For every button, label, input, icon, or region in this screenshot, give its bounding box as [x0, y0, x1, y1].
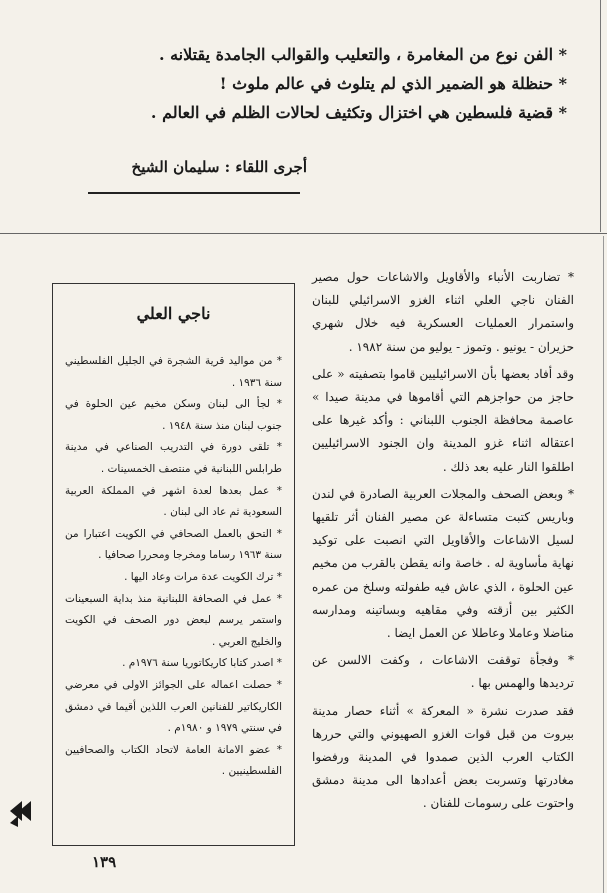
bio-item: * لجأ الى لبنان وسكن مخيم عين الحلوة في جنوب لبنان منذ سنة ١٩٤٨ .: [65, 398, 282, 432]
bio-item: * حصلت اعماله على الجوائز الاولى في معرضي الكاريكاتير للفنانين العرب اللذين أقيما في دمشق في سنتي ١٩٧٩ و ١٩٨٠م .: [65, 678, 282, 735]
article-paragraph-3: * وبعض الصحف والمجلات العربية الصادرة في لندن وباريس كتبت متساءلة عن مصير الفنان أثر تلقيها لسيل الاشاعات والأقاويل التي انصبت على توكيد نهاية مأساوية له . خاصة وانه يقطن بالقرب من مخيم عين الحلوة ، الذي عاش فيه طفولته وسلخ من عمره الكثير بين أزقته وفي مقاهيه وبساتينه ومدارسه مناضلا وعاملا وعاطلا عن العمل ايضا .: [312, 486, 574, 641]
bio-item: * التحق بالعمل الصحافي في الكويت اعتبارا من سنة ١٩٦٣ رساما ومخرجا ومحررا صحافيا .: [65, 527, 282, 562]
header-highlights: [60, 40, 567, 127]
highlight-line-1: * الفن نوع من المغامرة ، والتعليب والقوالب الجامدة يقتلانه .: [158, 45, 567, 64]
bio-item: * من مواليد قرية الشجرة في الجليل الفلسطيني سنة ١٩٣٦ .: [65, 355, 282, 389]
article-paragraph-4: * وفجأة توقفت الاشاعات ، وكفت الالسن عن ترديدها والهمس بها .: [312, 653, 574, 691]
section-divider: [0, 233, 607, 234]
page-edge-rule: [603, 236, 604, 893]
bio-item: * ترك الكويت عدة مرات وعاد اليها .: [124, 570, 282, 583]
interviewer-credit: أجرى اللقاء : سليمان الشيخ: [131, 158, 307, 176]
biography-title: ناجي العلي: [136, 304, 211, 323]
biography-box: [52, 283, 295, 846]
top-vertical-rule: [600, 0, 601, 232]
bio-item: * عضو الامانة العامة لاتحاد الكتاب والصحافيين الفلسطينيين .: [65, 743, 282, 778]
credit-underline: [88, 192, 300, 194]
page-number: ١٣٩: [92, 853, 117, 871]
bio-item: * عمل بعدها لعدة اشهر في المملكة العربية السعودية ثم عاد الى لبنان .: [65, 484, 282, 519]
article-body: [312, 266, 574, 816]
article-paragraph-2: وقد أفاد بعضها بأن الاسرائيليين قاموا بتصفيته « على حاجز من حواجزهم التي أقاموها في مدينة صيدا » عاصمة محافظة الجنوب اللبناني : وأكد غيرها على اعتقاله اثناء غزو المدينة وان الجنود الاسرائيليين اطلقوا النار عليه بعد ذلك .: [312, 366, 574, 474]
bio-item: * تلقى دورة في التدريب الصناعي في مدينة طرابلس اللبنانية في منتصف الخمسينات .: [65, 441, 282, 475]
highlight-line-2: * حنظلة هو الضمير الذي لم يتلوث في عالم ملوث !: [219, 74, 567, 93]
bio-item: * عمل في الصحافة اللبنانية منذ بداية السبعينات واستمر يرسم لبعض دور الصحف في الكويت والخليج العربي .: [65, 592, 282, 648]
highlight-line-3: * قضية فلسطين هي اختزال وتكثيف لحالات الظلم في العالم .: [150, 103, 567, 122]
triangle-arrow-icon: [6, 797, 36, 831]
bio-item: * اصدر كتابا كاريكاتوريا سنة ١٩٧٦م .: [122, 657, 282, 670]
article-paragraph-5: فقد صدرت نشرة « المعركة » أثناء حصار مدينة بيروت من قبل قوات الغزو الصهيوني والتي حررها الكتاب العرب الذين صمدوا في المدينة ورفضوا مغادرتها وتسربت بعض أعدادها الى مدينة دمشق واحتوت على رسومات للفنان .: [312, 703, 574, 811]
article-paragraph-1: * تضاربت الأنباء والأقاويل والاشاعات حول مصير الفنان ناجي العلي اثناء الغزو الاسرائيلي للبنان واستمرار العمليات العسكرية فيه خلال شهري حزيران - يونيو . وتموز - يوليو من سنة ١٩٨٢ .: [312, 270, 574, 354]
